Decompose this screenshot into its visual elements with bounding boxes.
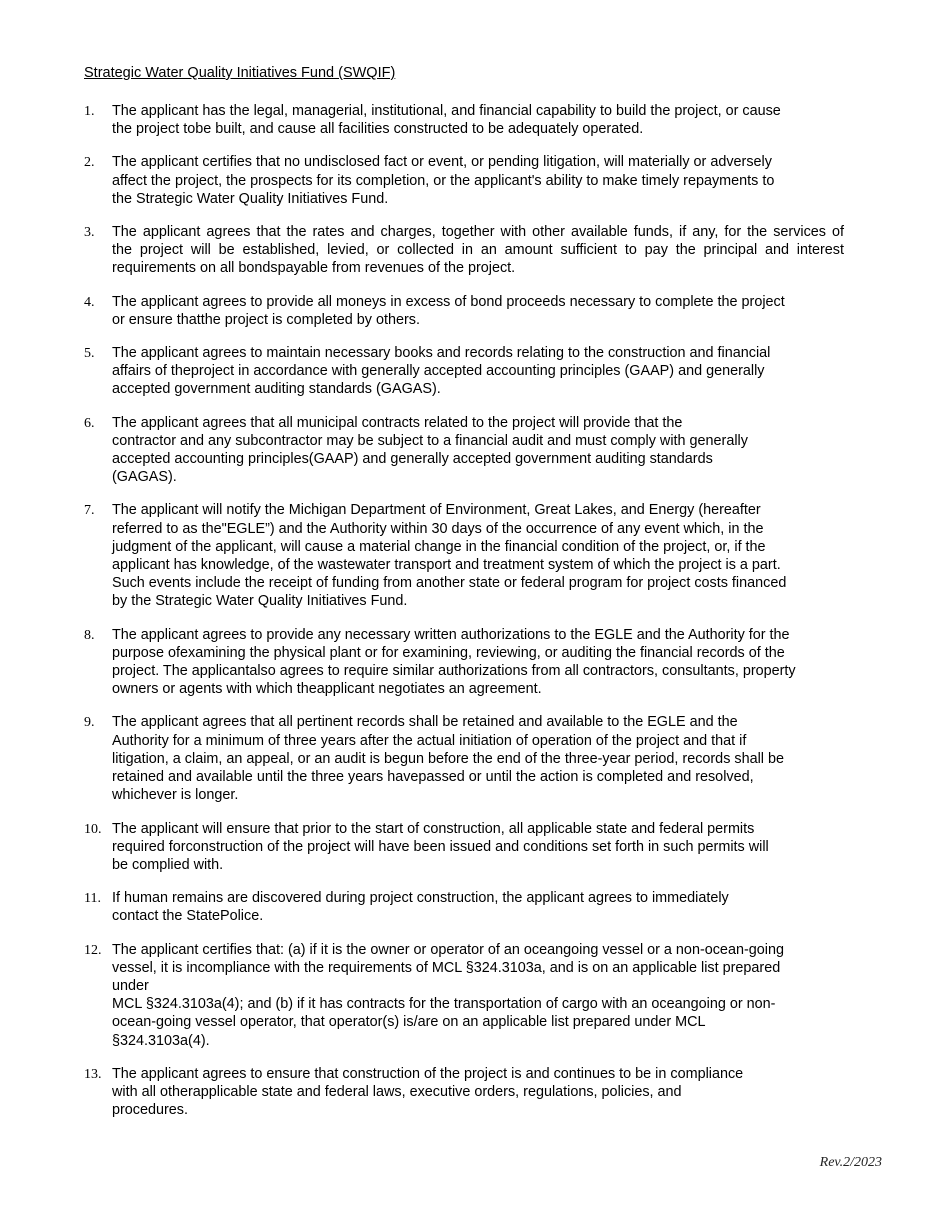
item-text [112, 344, 844, 399]
list-item [84, 820, 844, 875]
item-text-line: The applicant agrees to maintain necessary books and records relating to the construction and financial [112, 345, 771, 362]
item-text-line: ocean-going vessel operator, that operator(s) is/are on an applicable list prepared under MCL [112, 1014, 706, 1031]
item-text-line: judgment of the applicant, will cause a material change in the financial condition of the project, or, if the [112, 538, 766, 555]
item-text-line: accepted government auditing standards (GAGAS). [112, 381, 441, 398]
item-text-line: The applicant will ensure that prior to the start of construction, all applicable state and federal permits [112, 820, 755, 837]
item-text-line: the project tobe built, and cause all facilities constructed to be adequately operated. [112, 121, 644, 138]
item-text-line: The applicant certifies that no undisclosed fact or event, or pending litigation, will materially or adversely [112, 154, 772, 171]
item-text [112, 293, 844, 329]
item-number: 1. [84, 104, 95, 119]
item-text-line: under [112, 977, 149, 994]
item-text-line: The applicant agrees to provide any necessary written authorizations to the EGLE and the Authority for the [112, 626, 790, 643]
list-item [84, 102, 844, 138]
item-text-line: project. The applicantalso agrees to require similar authorizations from all contractors, consultants, property [112, 663, 796, 680]
item-text-line: whichever is longer. [112, 787, 239, 804]
list-item [84, 1065, 844, 1120]
item-text [112, 153, 844, 208]
item-text-line: be complied with. [112, 856, 224, 873]
item-text-line: Authority for a minimum of three years after the actual initiation of operation of the project and that if [112, 732, 747, 749]
item-text-line: retained and available until the three years havepassed or until the action is completed and resolved, [112, 769, 754, 786]
item-number: 6. [84, 415, 95, 431]
item-number: 3. [84, 225, 95, 241]
item-text-line: The applicant agrees that all pertinent records shall be retained and available to the EGLE and the [112, 714, 738, 731]
item-text-line: The applicant agrees that all municipal contracts related to the project will provide that the [112, 414, 683, 431]
item-text-line: The applicant will notify the Michigan Department of Environment, Great Lakes, and Energy (hereafter [112, 502, 761, 519]
item-text-line: The applicant agrees to provide all moneys in excess of bond proceeds necessary to complete the project [112, 293, 785, 310]
item-text-line: contractor and any subcontractor may be subject to a financial audit and must comply with generally [112, 432, 748, 449]
list-item [84, 713, 844, 804]
item-text-line: procedures. [112, 1102, 188, 1119]
item-number: 8. [84, 627, 95, 643]
item-text [112, 820, 844, 875]
item-text-line: (GAGAS). [112, 469, 177, 486]
list-item [84, 153, 844, 208]
item-text-line: referred to as the"EGLE”) and the Authority within 30 days of the occurrence of any event which, in the [112, 520, 764, 537]
item-text-line: affairs of theproject in accordance with generally accepted accounting principles (GAAP) and generally [112, 363, 765, 380]
item-number: 7. [84, 503, 95, 519]
item-text [112, 102, 844, 138]
item-text-line: purpose ofexamining the physical plant or for examining, reviewing, or auditing the financial records of the [112, 644, 785, 661]
item-text-line: litigation, a claim, an appeal, or an audit is begun before the end of the three-year period, records shall be [112, 750, 784, 767]
item-text [112, 941, 844, 1050]
item-text-line: The applicant certifies that: (a) if it is the owner or operator of an oceangoing vessel or a non-ocean-going [112, 941, 784, 958]
item-text-line: by the Strategic Water Quality Initiatives Fund. [112, 593, 408, 610]
item-text-line: The applicant has the legal, managerial, institutional, and financial capability to build the project, or cause [112, 103, 781, 119]
item-text-line: owners or agents with which theapplicant negotiates an agreement. [112, 681, 542, 698]
revision-label: Rev.2/2023 [819, 1155, 882, 1170]
list-item [84, 223, 844, 278]
list-item [84, 501, 844, 610]
item-text [112, 501, 844, 610]
list-item [84, 889, 844, 925]
item-text-line: or ensure thatthe project is completed by others. [112, 311, 420, 328]
list-item [84, 941, 844, 1050]
item-text-line: §324.3103a(4). [112, 1032, 210, 1049]
assurances-list [84, 102, 844, 1134]
list-item [84, 626, 844, 699]
item-text-line: the Strategic Water Quality Initiatives Fund. [112, 190, 389, 207]
item-text [112, 626, 844, 699]
item-number: 12. [84, 942, 102, 958]
item-text-line: the project will be established, levied, or collected in an amount sufficient to pay the principal and interest [112, 242, 844, 259]
item-text [112, 223, 844, 278]
item-text [112, 414, 844, 487]
item-text-line: The applicant agrees to ensure that construction of the project is and continues to be in compliance [112, 1065, 744, 1082]
item-number: 10. [84, 821, 102, 837]
item-text-line: contact the StatePolice. [112, 908, 264, 925]
item-text-line: MCL §324.3103a(4); and (b) if it has contracts for the transportation of cargo with an oceangoing or non- [112, 996, 776, 1013]
list-item [84, 414, 844, 487]
item-text-line: affect the project, the prospects for its completion, or the applicant's ability to make timely repayments to [112, 172, 775, 189]
item-text-line: required forconstruction of the project will have been issued and conditions set forth in such permits will [112, 838, 769, 855]
item-text [112, 889, 844, 925]
list-item [84, 293, 844, 329]
item-number: 2. [84, 155, 95, 171]
item-text-line: applicant has knowledge, of the wastewater transport and treatment system of which the project is a part. [112, 557, 781, 574]
list-item [84, 344, 844, 399]
item-text-line: The applicant agrees that the rates and charges, together with other available funds, if any, for the services of [112, 224, 844, 241]
document-heading: Strategic Water Quality Initiatives Fund (SWQIF) [84, 65, 396, 81]
item-text [112, 1065, 844, 1120]
item-text-line: Such events include the receipt of funding from another state or federal program for project costs financed [112, 575, 787, 592]
item-text-line: If human remains are discovered during project construction, the applicant agrees to immediately [112, 890, 729, 907]
item-text [112, 713, 844, 804]
item-number: 13. [84, 1066, 102, 1082]
item-text-line: vessel, it is incompliance with the requirements of MCL §324.3103a, and is on an applicable list prepared [112, 959, 781, 976]
item-number: 4. [84, 294, 95, 310]
item-text-line: requirements on all bondspayable from revenues of the project. [112, 260, 516, 277]
item-text-line: accepted accounting principles(GAAP) and generally accepted government auditing standards [112, 451, 713, 468]
item-number: 9. [84, 715, 95, 731]
item-number: 11. [84, 891, 101, 907]
item-number: 5. [84, 346, 95, 362]
item-text-line: with all otherapplicable state and federal laws, executive orders, regulations, policies, and [112, 1083, 682, 1100]
